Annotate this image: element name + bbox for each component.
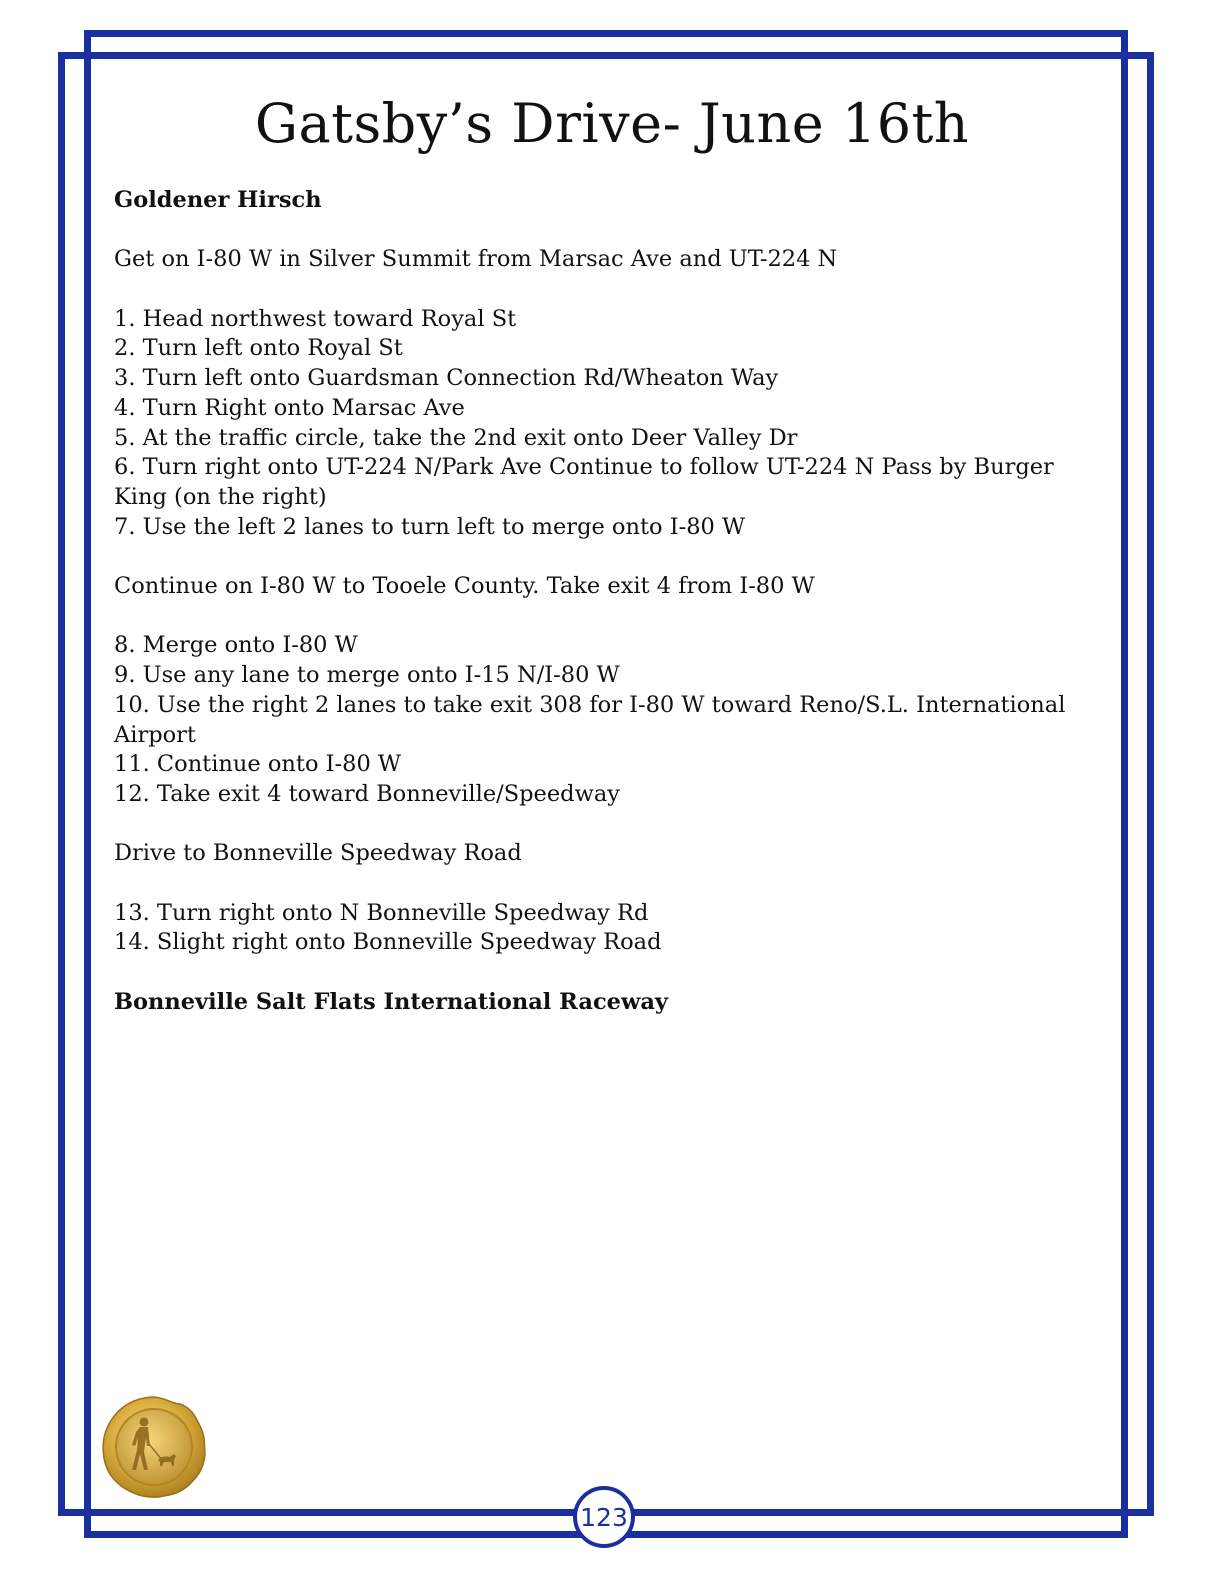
start-location: Goldener Hirsch [114, 187, 322, 213]
section-heading: Get on I-80 W in Silver Summit from Marsac Ave and UT-224 N [114, 246, 838, 273]
direction-step: 5. At the traffic circle, take the 2nd exit onto Deer Valley Dr [114, 424, 798, 451]
direction-step: 12. Take exit 4 toward Bonneville/Speedway [114, 781, 620, 807]
direction-step: 8. Merge onto I-80 W [114, 632, 358, 659]
direction-step: 4. Turn Right onto Marsac Ave [114, 394, 465, 421]
direction-step: 1. Head northwest toward Royal St [114, 305, 517, 332]
direction-step: 6. Turn right onto UT-224 N/Park Ave Continue to follow UT-224 N Pass by Burger King (on the right) [114, 454, 1054, 510]
directions-content [114, 186, 1074, 1018]
direction-step: 2. Turn left onto Royal St [114, 335, 403, 362]
section-heading: Drive to Bonneville Speedway Road [114, 840, 522, 867]
destination: Bonneville Salt Flats International Raceway [114, 988, 668, 1015]
section-heading: Continue on I-80 W to Tooele County. Take exit 4 from I-80 W [114, 573, 815, 600]
direction-step: 14. Slight right onto Bonneville Speedway Road [114, 929, 662, 956]
direction-step: 9. Use any lane to merge onto I-15 N/I-80 W [114, 662, 620, 689]
page-number: 123 [580, 1502, 628, 1532]
page-number-badge [573, 1486, 635, 1548]
direction-step: 11. Continue onto I-80 W [114, 751, 402, 778]
wax-seal [100, 1394, 208, 1500]
direction-step: 10. Use the right 2 lanes to take exit 308 for I-80 W toward Reno/S.L. International Airport [114, 691, 1066, 748]
direction-step: 3. Turn left onto Guardsman Connection Rd/Wheaton Way [114, 365, 779, 392]
direction-step: 13. Turn right onto N Bonneville Speedway Rd [114, 899, 649, 926]
person-walking-dog-icon [100, 1394, 208, 1500]
direction-step: 7. Use the left 2 lanes to turn left to merge onto I-80 W [114, 513, 746, 540]
page-title: Gatsby’s Drive- June 16th [254, 92, 970, 155]
